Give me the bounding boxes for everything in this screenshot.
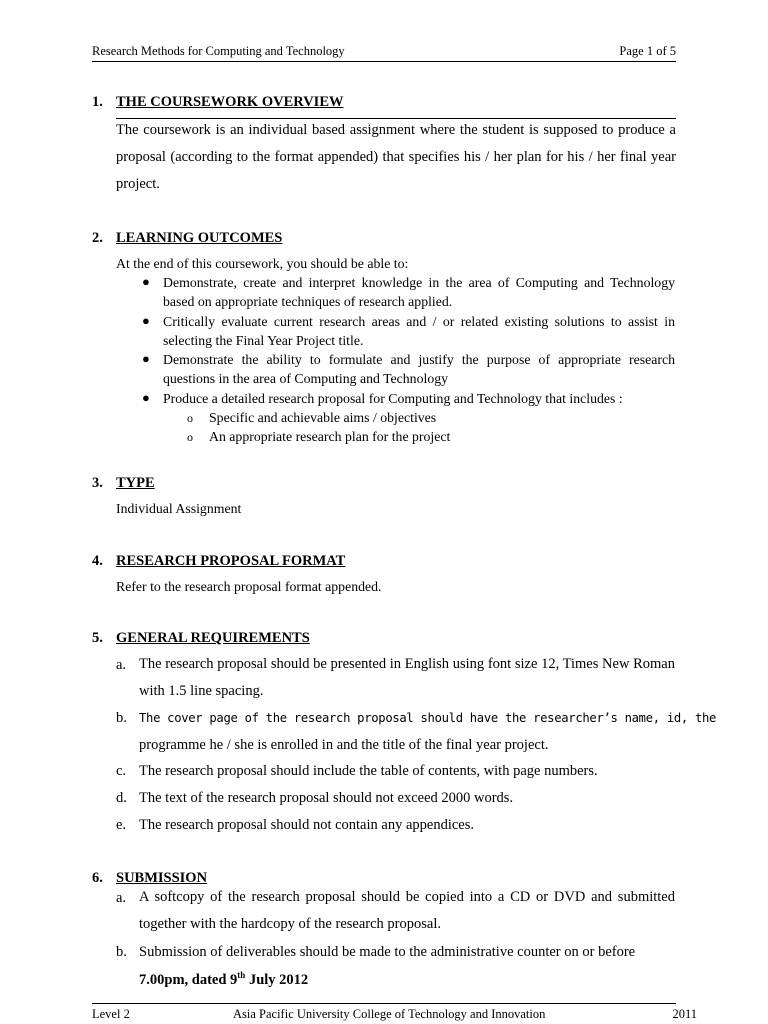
section-3-title: TYPE [116,475,155,491]
footer-level: Level 2 [92,1007,130,1021]
sub-bullet-marker: o [187,430,193,444]
outcome-item: Demonstrate, create and interpret knowledge in the area of Computing and Technology based on appropriate techniques of research applied. [163,275,675,309]
section-1-text: The coursework is an individual based assignment where the student is supposed to produce a proposal (according to the format appended) that specifies his / her plan for his / her final year project. [116,122,676,192]
deadline-sup: th [237,970,246,980]
section-4-number: 4. [92,553,103,569]
section-1-title: THE COURSEWORK OVERVIEW [116,94,344,110]
requirement-item-mono-line: The cover page of the research proposal should have the researcher’s name, id, the [139,711,717,725]
outcome-item: Demonstrate the ability to formulate and justify the purpose of appropriate research questions in the area of Computing and Technology [163,352,675,386]
submission-deadline [139,970,308,989]
submission-item: A softcopy of the research proposal should be copied into a CD or DVD and submitted together with the hardcopy of the research proposal. [139,889,675,932]
learning-outcomes-intro: At the end of this coursework, you should be able to: [116,256,409,271]
submission-item: Submission of deliverables should be made to the administrative counter on or before [139,944,636,960]
item-letter: b. [116,944,127,960]
section-3-number: 3. [92,475,103,491]
footer-institution: Asia Pacific University College of Technology and Innovation [233,1007,546,1021]
section-4-text: Refer to the research proposal format appended. [116,579,382,594]
deadline-pre: 7.00pm, dated 9 [139,971,238,988]
section-5-number: 5. [92,630,103,646]
section-1-number: 1. [92,94,103,110]
item-letter: a. [116,890,127,906]
sub-bullet-marker: o [187,411,193,425]
section-2-number: 2. [92,230,103,246]
header-title: Research Methods for Computing and Technology [92,44,345,58]
sub-outcome-item: An appropriate research plan for the project [209,429,451,444]
requirement-item: The research proposal should be presented in English using font size 12, Times New Roman with 1.5 line spacing. [139,656,675,699]
outcome-item: Produce a detailed research proposal for Computing and Technology that includes : [163,391,623,406]
item-letter: b. [116,710,127,726]
footer-rule [92,1003,676,1004]
section-4-title: RESEARCH PROPOSAL FORMAT [116,553,346,569]
sub-outcome-item: Specific and achievable aims / objectives [209,410,437,425]
bullet-icon: ● [142,274,150,289]
requirement-item: programme he / she is enrolled in and the title of the final year project. [139,737,549,753]
outcome-item: Critically evaluate current research areas and / or related existing solutions to assist in selecting the Final Year Project title. [163,314,675,348]
item-letter: c. [116,763,127,779]
item-letter: e. [116,817,127,833]
item-letter: d. [116,790,127,806]
bullet-icon: ● [142,313,150,328]
section-6-title: SUBMISSION [116,870,208,886]
item-letter: a. [116,657,127,673]
bullet-icon: ● [142,351,150,366]
section-5-title: GENERAL REQUIREMENTS [116,630,310,646]
requirement-item: The research proposal should not contain any appendices. [139,817,475,833]
requirement-item: The research proposal should include the table of contents, with page numbers. [139,763,598,779]
bullet-icon: ● [142,390,150,405]
footer-year: 2011 [672,1007,697,1021]
section-2-title: LEARNING OUTCOMES [116,230,283,246]
header-rule [92,61,676,62]
page-number: Page 1 of 5 [619,44,676,58]
section-3-text: Individual Assignment [116,501,242,516]
requirement-item: The text of the research proposal should not exceed 2000 words. [139,790,514,806]
deadline-post: July 2012 [245,971,309,988]
section-6-number: 6. [92,870,103,886]
